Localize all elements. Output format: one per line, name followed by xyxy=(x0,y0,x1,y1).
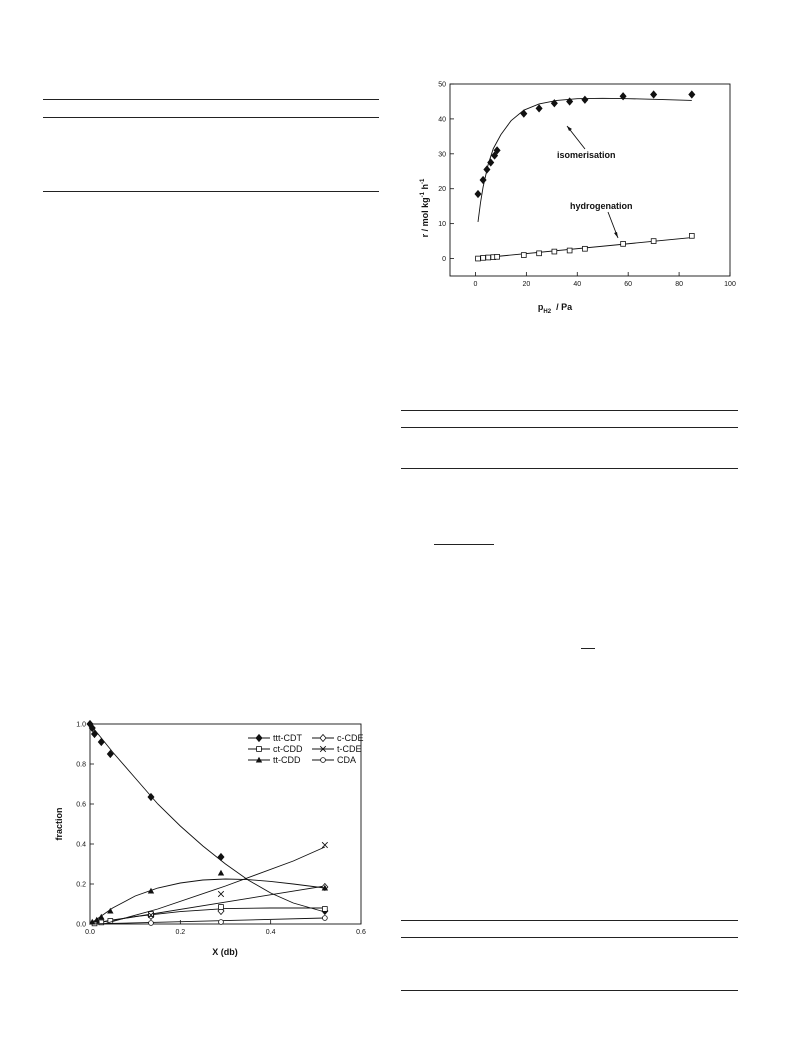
isomerisation-point xyxy=(536,105,542,112)
hydrogenation-point xyxy=(567,248,572,253)
hydrogenation-point xyxy=(521,253,526,258)
t-CDE-point xyxy=(218,891,224,897)
annotation-isomerisation: isomerisation xyxy=(557,150,616,160)
t-CDE-fit-line xyxy=(104,847,325,924)
x-tick-label: 0.6 xyxy=(356,929,366,936)
x-axis-label: X (db) xyxy=(212,947,238,957)
y-tick-label: 0.0 xyxy=(76,921,86,929)
isomerisation-point xyxy=(488,159,494,166)
x-tick-label: 0.4 xyxy=(265,929,276,936)
legend-item-ttt-CDT xyxy=(248,733,302,743)
tt-CDD-point xyxy=(148,888,154,894)
hydrogenation-point xyxy=(486,255,491,260)
hydrogenation-point xyxy=(537,251,542,256)
y-tick-label: 50 xyxy=(438,81,446,89)
y-axis-label: fraction xyxy=(54,807,64,841)
table-bottom-rule-1 xyxy=(43,191,379,192)
y-tick-label: 0.2 xyxy=(76,881,86,889)
hydrogenation-point xyxy=(583,246,588,251)
x-axis-label: $p_{H2}$ / Pa xyxy=(537,302,573,315)
hydrogenation-point xyxy=(689,233,694,238)
CDA-point xyxy=(322,916,327,921)
table-header-rule-3 xyxy=(401,937,738,938)
y-tick-label: 0 xyxy=(442,256,446,264)
table-top-rule-3 xyxy=(401,920,738,921)
y-tick-label: 10 xyxy=(438,221,446,229)
ttt-CDT-point xyxy=(218,854,224,861)
isomerisation-point xyxy=(484,166,490,173)
table-header-rule-2 xyxy=(401,427,738,428)
legend-item-CDA xyxy=(312,755,356,765)
legend xyxy=(248,733,364,765)
y-tick-label: 1.0 xyxy=(76,721,86,729)
legend-label: CDA xyxy=(337,755,357,765)
legend-marker xyxy=(257,747,262,752)
arrowhead-hydrogenation xyxy=(614,232,618,238)
hydrogenation-point xyxy=(481,255,486,260)
x-tick-label: 0.0 xyxy=(85,929,95,936)
x-tick-label: 100 xyxy=(724,281,736,288)
y-axis-label: r / mol $kg^{-1}$ $h^{-1}$ xyxy=(420,178,430,238)
hydrogenation-point xyxy=(495,254,500,259)
legend-label: tt-CDD xyxy=(273,755,301,765)
y-tick-label: 20 xyxy=(438,186,446,194)
legend-marker xyxy=(256,735,262,742)
legend-item-ct-CDD xyxy=(248,744,303,754)
x-tick-label: 0 xyxy=(473,281,478,288)
ct-CDD-point xyxy=(149,912,154,917)
table-bottom-rule-2 xyxy=(401,468,738,469)
x-tick-label: 0.2 xyxy=(175,929,186,936)
hydrogenation-point xyxy=(651,239,656,244)
fraction-bar xyxy=(434,544,494,545)
ttt-CDT-point xyxy=(148,794,154,801)
hydrogenation-point xyxy=(552,249,557,254)
isomerisation-point xyxy=(689,91,695,98)
rate-vs-pressure-chart xyxy=(410,78,740,318)
x-tick-label: 40 xyxy=(573,281,582,288)
arrowhead-isomerisation xyxy=(567,126,572,131)
annotation-hydrogenation: hydrogenation xyxy=(570,201,633,211)
legend-label: c-CDE xyxy=(337,733,364,743)
table-top-rule-1 xyxy=(43,99,379,100)
table-bottom-rule-3 xyxy=(401,990,738,991)
isomerisation-point xyxy=(475,190,481,197)
legend-label: t-CDE xyxy=(337,744,362,754)
CDA-fit-line xyxy=(90,918,325,924)
x-tick-label: 60 xyxy=(624,281,633,288)
ct-CDD-point xyxy=(322,907,327,912)
hydrogenation-point xyxy=(476,256,481,261)
x-tick-label: 20 xyxy=(522,281,531,288)
hydrogenation-point xyxy=(621,241,626,246)
ttt-CDT-point xyxy=(98,739,104,746)
y-tick-label: 0.8 xyxy=(76,761,86,769)
table-header-rule-1 xyxy=(43,117,379,118)
tt-CDD-point xyxy=(218,870,224,876)
legend-marker xyxy=(320,735,326,742)
isomerisation-point xyxy=(521,110,527,117)
fraction-bar-small xyxy=(581,648,595,649)
y-tick-label: 0.4 xyxy=(76,841,86,849)
legend-item-t-CDE xyxy=(312,744,362,754)
ct-CDD-point xyxy=(219,905,224,910)
ct-CDD-fit-line xyxy=(90,908,325,924)
legend-label: ttt-CDT xyxy=(273,733,302,743)
isomerisation-point xyxy=(582,96,588,103)
isomerisation-point xyxy=(651,91,657,98)
legend-item-tt-CDD xyxy=(248,755,301,765)
CDA-point xyxy=(219,920,224,925)
y-tick-label: 30 xyxy=(438,151,446,159)
fraction-vs-conversion-chart xyxy=(50,712,380,966)
x-tick-label: 80 xyxy=(675,281,683,288)
y-tick-label: 0.6 xyxy=(76,801,86,809)
y-tick-label: 40 xyxy=(438,116,446,124)
fraction-plot-frame xyxy=(90,724,361,924)
legend-item-c-CDE xyxy=(312,733,364,743)
legend-marker xyxy=(321,758,326,763)
CDA-point xyxy=(149,921,154,926)
legend-label: ct-CDD xyxy=(273,744,303,754)
table-top-rule-2 xyxy=(401,410,738,411)
